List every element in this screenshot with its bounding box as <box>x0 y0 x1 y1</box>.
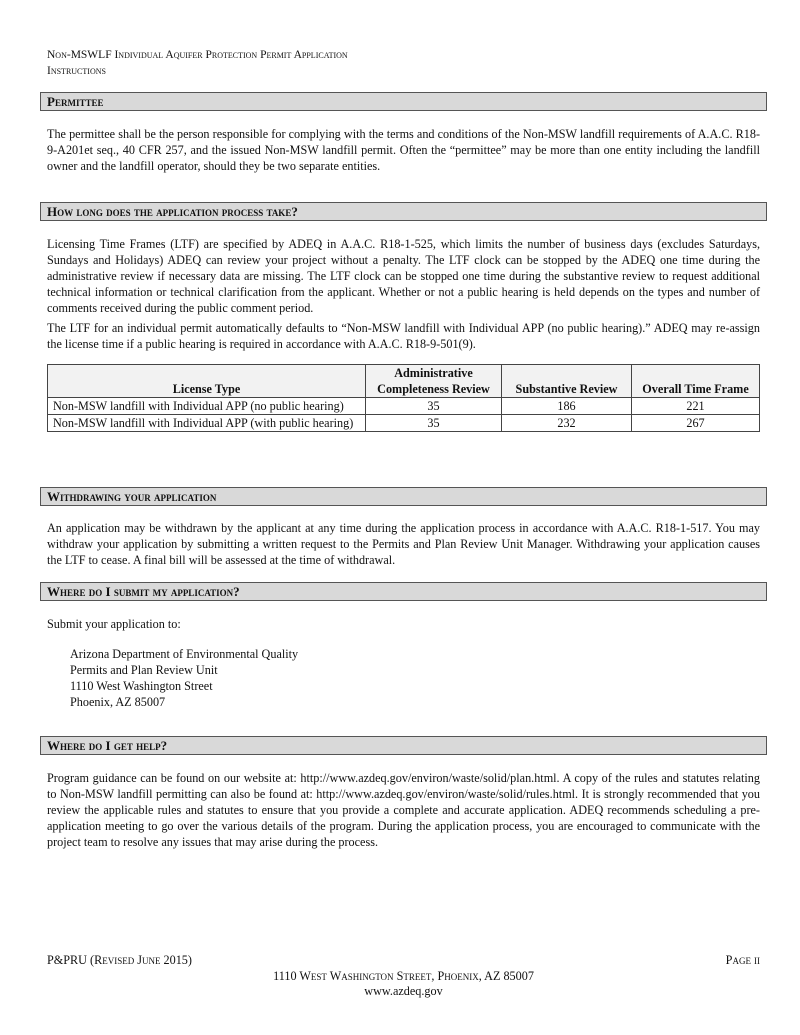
header-subtitle: Instructions <box>47 65 106 77</box>
address-line: Arizona Department of Environmental Quality <box>70 647 299 661</box>
col-overall: Overall Time Frame <box>632 365 760 398</box>
address-line: Phoenix, AZ 85007 <box>70 695 166 709</box>
cell-substantive: 186 <box>502 398 632 415</box>
address-line: 1110 West Washington Street <box>70 679 213 693</box>
address-line: Permits and Plan Review Unit <box>70 663 218 677</box>
cell-license-type: Non-MSW landfill with Individual APP (no public hearing) <box>48 398 366 415</box>
mailing-address <box>70 646 670 710</box>
process-paragraph-2: The LTF for an individual permit automatically defaults to “Non-MSW landfill with Individual APP (no public hearing).” ADEQ may re-assign the license time if a public hearing is required in accordance with A.A.C. R18-9-501(9). <box>47 321 760 351</box>
col-license-type: License Type <box>48 365 366 398</box>
section-heading-process: How long does the application process take? <box>40 202 767 221</box>
header-title: Non-MSWLF Individual Aquifer Protection Permit Application <box>47 49 348 61</box>
ltf-table-container <box>47 364 760 432</box>
cell-substantive: 232 <box>502 415 632 432</box>
cell-license-type: Non-MSW landfill with Individual APP (with public hearing) <box>48 415 366 432</box>
document-header <box>47 47 760 79</box>
cell-admin: 35 <box>366 415 502 432</box>
cell-admin: 35 <box>366 398 502 415</box>
section-heading-withdraw: Withdrawing your application <box>40 487 767 506</box>
footer-website[interactable]: www.azdeq.gov <box>364 984 443 998</box>
withdraw-paragraph: An application may be withdrawn by the applicant at any time during the application process in accordance with A.A.C. R18-1-517. You may withdraw your application by submitting a written request to the Permits and Plan Review Unit Manager. Withdrawing your application causes the LTF to cease. A final bill will be assessed at the time of withdrawal. <box>47 521 760 567</box>
section-heading-help: Where do I get help? <box>40 736 767 755</box>
col-substantive-review: Substantive Review <box>502 365 632 398</box>
section-heading-permittee: Permittee <box>40 92 767 111</box>
permittee-paragraph: The permittee shall be the person responsible for complying with the terms and conditions of the Non-MSW landfill requirements of A.A.C. R18-9-A201et seq., 40 CFR 257, and the issued Non-MSW landfill permit. Often the “permittee” may be more than one entity including the landfill owner and the landfill operator, should they be two separate entities. <box>47 127 760 173</box>
submit-intro: Submit your application to: <box>47 617 181 631</box>
footer-page-number: Page ii <box>725 953 760 967</box>
table-row <box>48 415 760 432</box>
help-paragraph: Program guidance can be found on our website at: http://www.azdeq.gov/environ/waste/solid/plan.html. A copy of the rules and statutes relating to Non-MSW landfill permitting can also be found at: http://www.azdeq.gov/environ/waste/solid/rules.html. It is strongly recommended that you review the applicable rules and statutes to ensure that you provide a complete and accurate application. ADEQ recommends scheduling a pre-application meeting to go over the various details of the program. During the application process, you are encouraged to communicate with the project team to resolve any issues that may arise during the process. <box>47 771 760 849</box>
footer-address: 1110 West Washington Street, Phoenix, AZ 85007 <box>273 969 534 983</box>
cell-overall: 221 <box>632 398 760 415</box>
footer-left: P&PRU (Revised June 2015) <box>47 953 192 967</box>
table-header-row <box>48 365 760 398</box>
section-heading-submit: Where do I submit my application? <box>40 582 767 601</box>
table-row <box>48 398 760 415</box>
ltf-table <box>47 364 760 432</box>
process-paragraph-1: Licensing Time Frames (LTF) are specified by ADEQ in A.A.C. R18-1-525, which limits the number of business days (excludes Saturdays, Sundays and Holidays) ADEQ can review your project without a penalty. The LTF clock can be stopped by the ADEQ one time during the administrative review if necessary data are missing. The LTF clock can be stopped one time during the substantive review to request additional technical information or technical clarification from the applicant. Whether or not a public hearing is held depends on the types and number of comments received during the public comment period. <box>47 237 760 315</box>
cell-overall: 267 <box>632 415 760 432</box>
col-admin-review: Administrative Completeness Review <box>366 365 502 398</box>
